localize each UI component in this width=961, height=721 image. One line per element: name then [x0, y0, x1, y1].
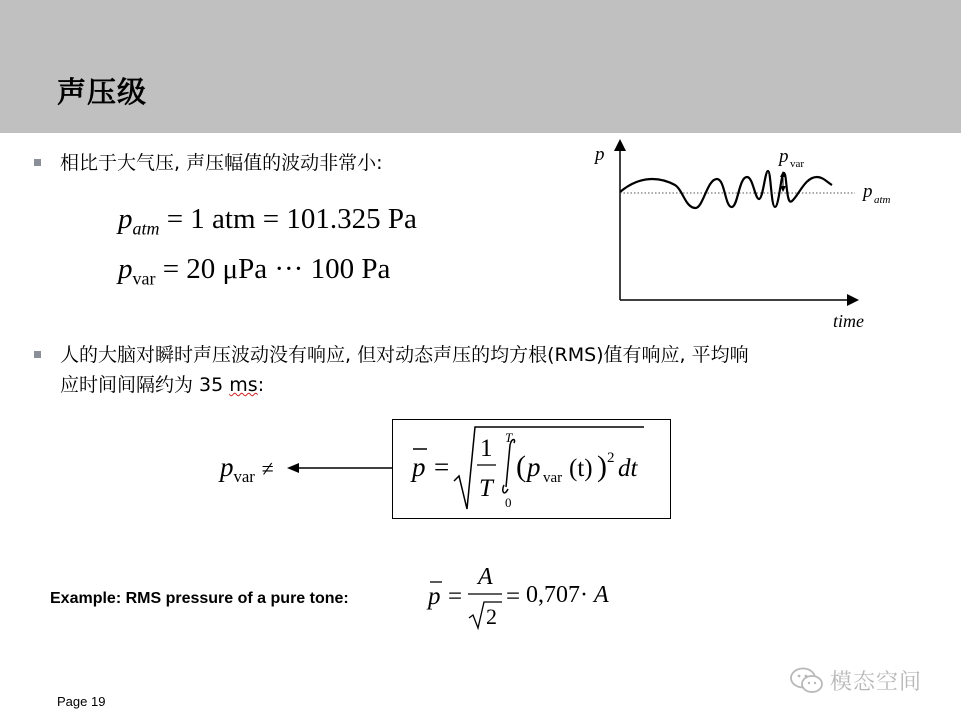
- bullet-2-line2-suffix: :: [257, 374, 265, 396]
- graph-pvar-sub: var: [790, 158, 805, 170]
- example-A: A: [478, 564, 493, 590]
- title-banner: [0, 0, 961, 133]
- bullet-marker-1: [34, 159, 41, 166]
- graph-y-label: p: [595, 144, 605, 165]
- graph-pvar-label: p: [779, 146, 789, 167]
- patm-sub: atm: [132, 218, 160, 239]
- rms-lhs-symbol: p: [220, 452, 234, 482]
- rms-lhs: [220, 452, 274, 487]
- bullet-marker-2: [34, 351, 41, 358]
- rms-one: 1: [480, 435, 493, 462]
- patm-rhs: = 1 atm = 101.325 Pa: [166, 203, 417, 235]
- example-pbar: p: [428, 583, 441, 610]
- example-eq1: =: [448, 583, 463, 610]
- bullet-2-line2-prefix: 应时间间隔约为 35: [60, 374, 230, 396]
- bullet-2-line1: 人的大脑对瞬时声压波动没有响应, 但对动态声压的均方根(RMS)值有响应, 平均响: [60, 344, 749, 366]
- equation-pvar: [118, 253, 390, 289]
- pvar-symbol: p: [118, 253, 133, 285]
- bullet-2-line2-unit: ms: [229, 374, 258, 396]
- rms-eq: =: [434, 452, 450, 482]
- rms-T: T: [479, 475, 493, 502]
- svg-text:): ): [597, 450, 607, 483]
- bullet-2-line2: [60, 371, 264, 399]
- example-two: 2: [486, 604, 497, 629]
- example-value: 0,707·: [526, 582, 588, 608]
- rms-integrand-p: p: [527, 452, 541, 482]
- graph-patm-sub: atm: [874, 194, 891, 206]
- pressure-time-graph: [585, 135, 915, 335]
- equation-patm: [118, 203, 417, 239]
- pressure-waveform: [620, 171, 832, 208]
- graph-x-label: time: [833, 311, 864, 331]
- example-label: Example: RMS pressure of a pure tone:: [50, 590, 349, 607]
- pvar-rhs: = 20 μPa ··· 100 Pa: [162, 253, 391, 285]
- watermark: [790, 665, 922, 696]
- wechat-icon: [790, 667, 824, 695]
- patm-symbol: p: [118, 203, 133, 235]
- rms-integrand-sub: var: [543, 470, 563, 486]
- rms-pbar: p: [412, 452, 426, 482]
- rms-exp: 2: [607, 450, 615, 466]
- rms-lower: 0: [505, 495, 512, 510]
- rms-t: (t): [569, 455, 593, 482]
- example-A2: A: [594, 582, 609, 608]
- rms-formula: [392, 419, 671, 519]
- graph-patm-label: p: [863, 181, 873, 202]
- watermark-text: 模态空间: [830, 670, 923, 695]
- page-number: Page 19: [57, 694, 106, 709]
- rms-dt: dt: [618, 455, 638, 482]
- example-formula: [420, 560, 630, 635]
- example-eq2: =: [506, 583, 521, 610]
- pvar-sub: var: [132, 268, 156, 289]
- rms-lhs-sub: var: [233, 466, 255, 486]
- rms-upper: T: [505, 430, 513, 445]
- rms-neq: ≠: [261, 456, 274, 481]
- bullet-1-text: 相比于大气压, 声压幅值的波动非常小:: [60, 152, 383, 174]
- rms-arrow: [285, 460, 395, 476]
- slide-title: 声压级: [57, 75, 148, 109]
- svg-text:(: (: [516, 450, 526, 483]
